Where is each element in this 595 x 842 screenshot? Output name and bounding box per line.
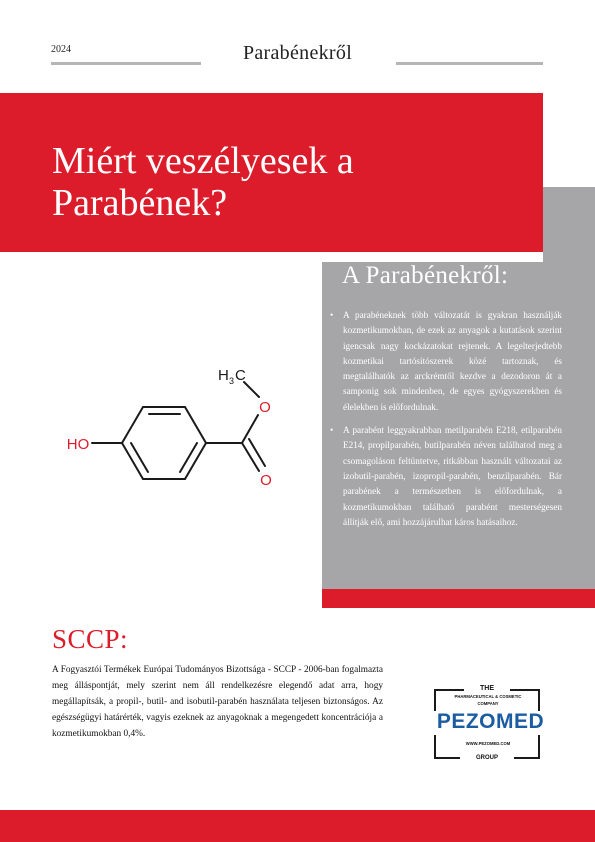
panel-accent-bar [322,589,595,608]
carbonyl-oxygen-label: O [260,472,272,489]
logo-subtitle: PHARMACEUTICAL & COSMETIC [454,694,522,699]
methyl-c-label: C [235,367,246,384]
methylparaben-structure [52,355,302,505]
banner-gap [322,252,543,262]
sccp-heading: SCCP: [52,624,129,654]
hydroxyl-label: HO [66,436,90,453]
header-title: Parabénekről [242,42,353,64]
sccp-paragraph: A Fogyasztói Termékek Európai Tudományos Bizottsága - SCCP - 2006-ban fogalmazta meg álláspontját, mely szerint nem áll rendelkezésre elegendő adat arra, hogy megállapítsák, a propil-, butil- and isobutil-parabén használata teljesen biztonságos. Az egészségügyi határérték, vagyis ezeknek az anyagoknak a megengedett koncentrációja a kozmetikumokban 0,4%. [52,665,383,739]
page-title [52,140,512,224]
methyl-subscript-label: 3 [229,376,235,386]
methyl-h-label: H [218,367,229,384]
ring-double-bond [131,443,148,472]
pezomed-logo [428,685,553,765]
panel-list [330,308,562,538]
logo-subtitle-2: COMPANY [477,701,499,706]
logo-the: THE [480,685,494,692]
footer-bar [0,810,595,842]
bullet-icon: • [330,425,334,436]
list-item [330,308,562,415]
ring-bond [122,407,143,443]
header-rule-right [396,62,543,65]
header-rule-left [51,62,201,65]
ring-bond [185,443,206,479]
logo-wordmark: PEZOMED [436,710,545,733]
carbonyl-double-bond [249,439,265,466]
list-item-text: A parabént leggyakrabban metilparabén E218, etilparabén E214, propilparabén, butilparabén néven találhatod meg a csomagoláson feltüntetve, ritkábban használt változatai az izobutil-parabén, izopropil-parabén, benzilparabén. Bár parabének a természetben is előfordulnak, a kozmetikumokban található parabént mesterségesen állítják elő, ami hozzájárulhat káros hatásaihoz. [343,425,562,527]
logo-url: WWW.PEZOMED.COM [465,741,511,746]
ring-bond [122,443,143,479]
list-item-text: A parabéneknek több változatát is gyakran használják kozmetikumokban, de ezek az anyagok a kutatások szerint igencsak nagy kockázatokat rejtenek. A legelterjedtebb kozmetikai tartósítószerek közé tartoznak, és megtalálhatók az arckrémtől kezdve a dezodoron át a samponig sok mindenben, de egyes gyógyszerekben és élelekben is előfordulnak. [343,310,562,412]
carbonyl-double-bond [242,443,259,471]
bullet-icon: • [330,310,334,320]
panel-heading: A Parabénekről: [342,262,509,289]
list-item [330,423,562,530]
page-title-line-2: Parabének? [52,182,228,224]
page-title-line-1: Miért veszélyesek a [52,140,354,182]
ring-double-bond [180,443,197,472]
methyl-bond [244,382,259,397]
logo-group: GROUP [475,755,498,761]
ester-oxygen-label: O [259,399,271,416]
ring-bond [185,407,206,443]
header-year: 2024 [51,44,71,55]
